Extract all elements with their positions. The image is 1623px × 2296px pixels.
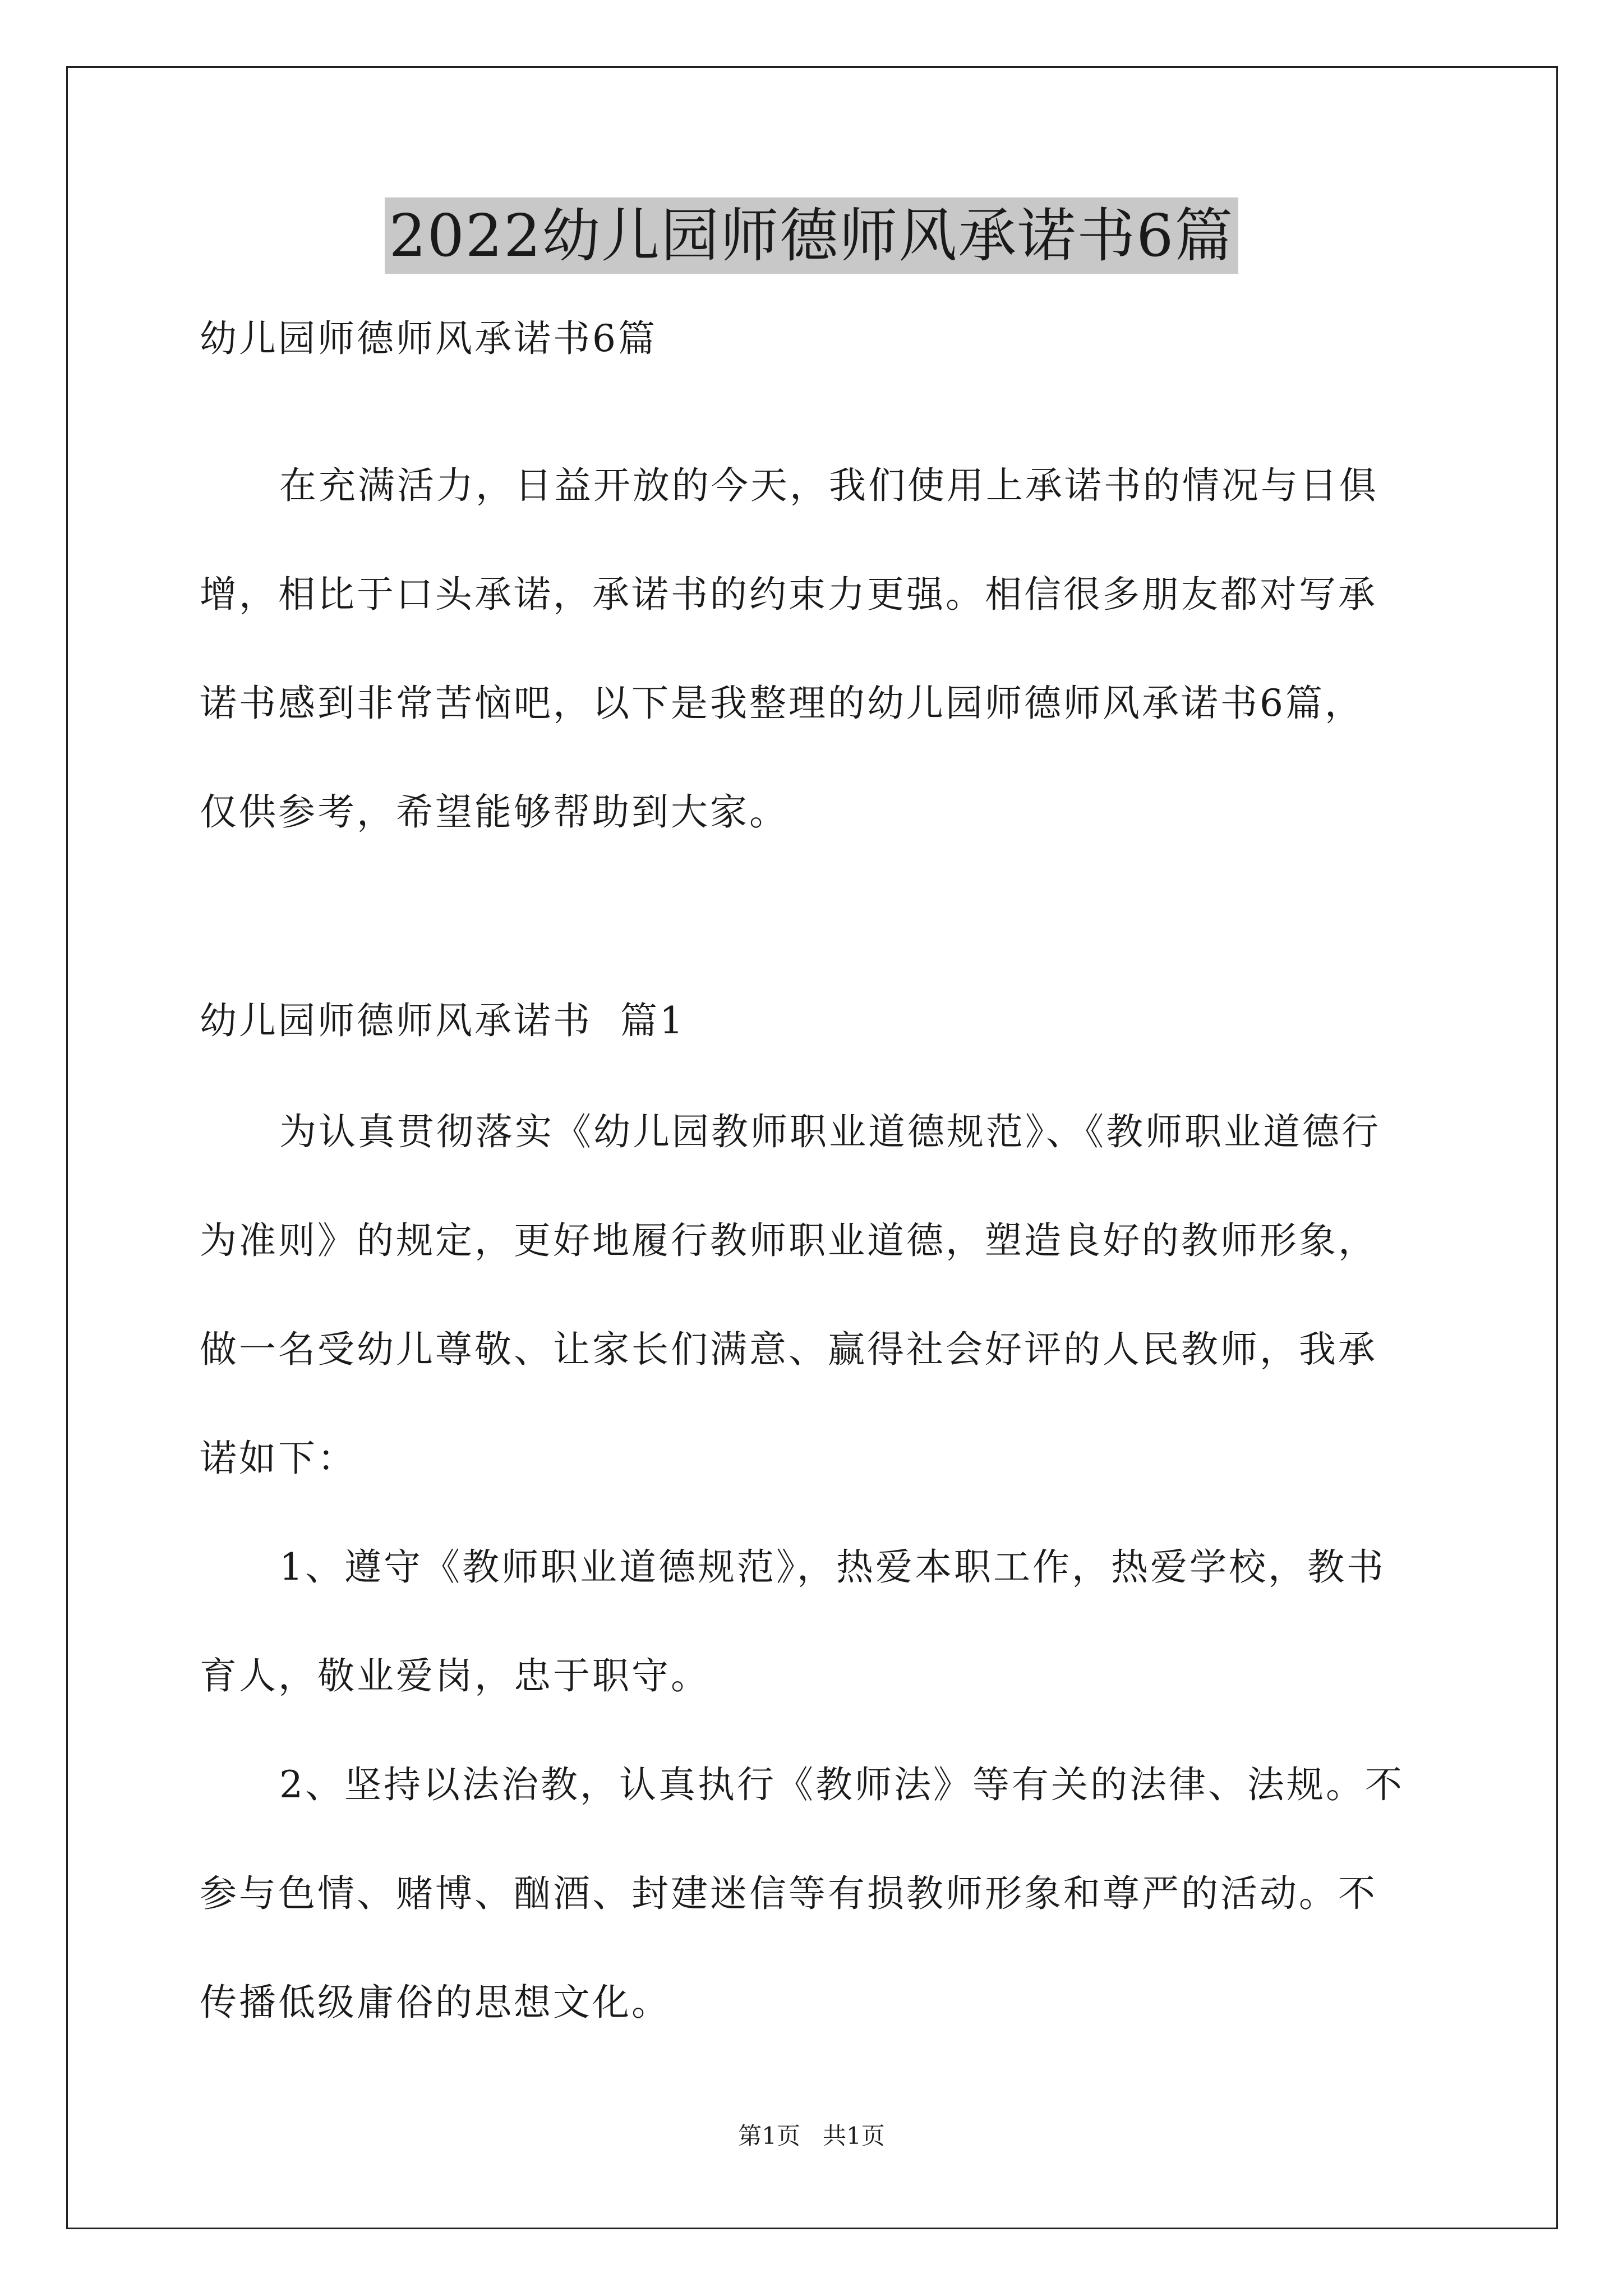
intro-line-2: 增，相比于口头承诺，承诺书的约束力更强。相信很多朋友都对写承 [200,573,1377,616]
body-line-7: 2、坚持以法治教，认真执行《教师法》等有关的法律、法规。不 [279,1763,1404,1806]
body-line-9: 传播低级庸俗的思想文化。 [200,1981,671,2024]
intro-line-1: 在充满活力，日益开放的今天，我们使用上承诺书的情况与日俱 [279,464,1378,507]
body-line-3: 做一名受幼儿尊敬、让家长们满意、赢得社会好评的人民教师，我承 [200,1328,1377,1371]
body-line-2: 为准则》的规定，更好地履行教师职业道德，塑造良好的教师形象， [200,1219,1377,1262]
intro-line-4: 仅供参考，希望能够帮助到大家。 [200,790,789,834]
body-line-8: 参与色情、赌博、酗酒、封建迷信等有损教师形象和尊严的活动。不 [200,1872,1377,1915]
section-heading: 幼儿园师德师风承诺书 篇1 [200,999,685,1042]
body-line-4: 诺如下： [200,1437,357,1480]
body-line-1: 为认真贯彻落实《幼儿园教师职业道德规范》、《教师职业道德行 [279,1110,1381,1153]
document-subtitle: 幼儿园师德师风承诺书6篇 [200,317,657,360]
document-title: 2022幼儿园师德师风承诺书6篇 [385,197,1239,274]
title-container [0,197,1623,274]
body-line-6: 育人，敬业爱岗，忠于职守。 [200,1654,710,1697]
intro-line-3: 诺书感到非常苦恼吧，以下是我整理的幼儿园师德师风承诺书6篇， [200,682,1364,725]
page-number-footer: 第1页 共1页 [738,2122,885,2150]
body-line-5: 1、遵守《教师职业道德规范》，热爱本职工作，热爱学校，教书 [279,1545,1386,1589]
